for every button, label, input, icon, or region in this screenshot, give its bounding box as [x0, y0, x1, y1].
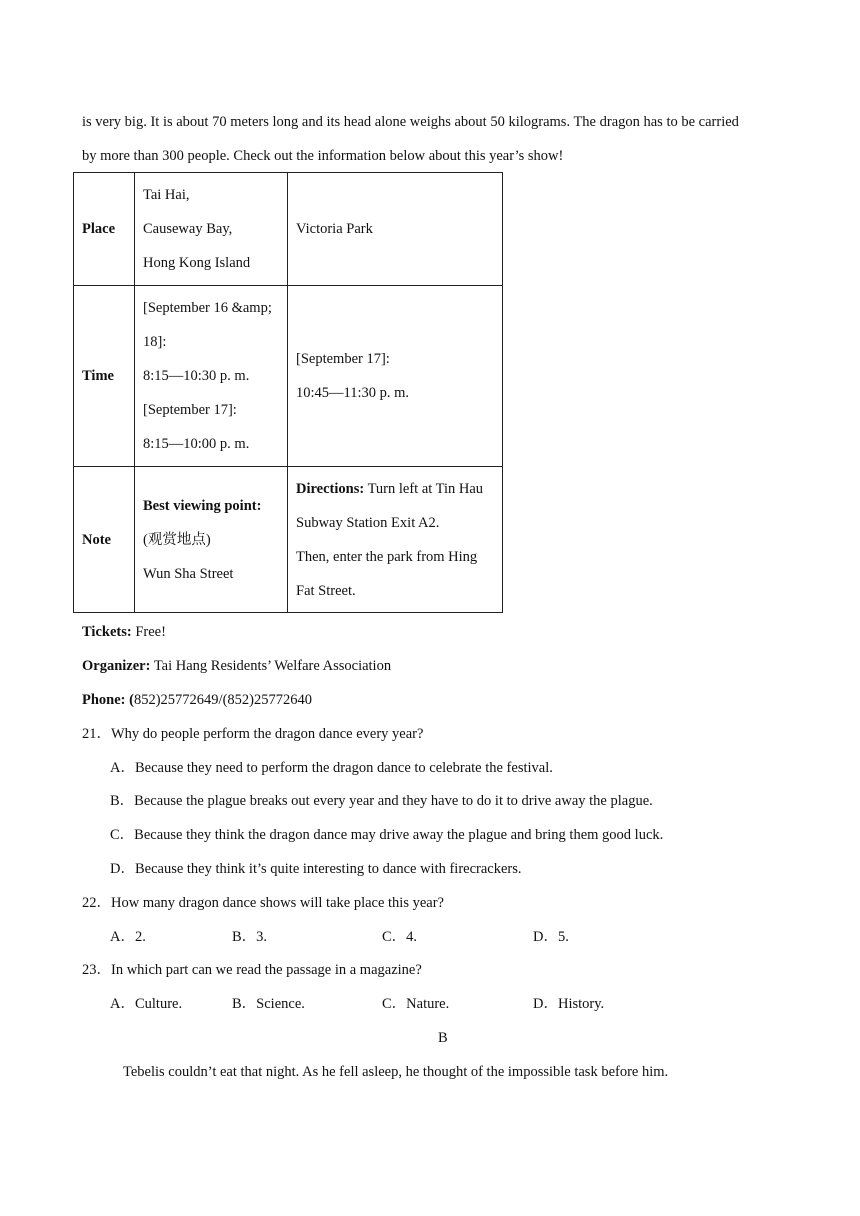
cell-line: Fat Street.: [296, 582, 356, 599]
time-cell-2: [288, 286, 503, 467]
question-22: 22．How many dragon dance shows will take place this year?: [82, 895, 444, 911]
section-b-heading: B: [438, 1030, 448, 1046]
cell-line: Wun Sha Street: [143, 565, 234, 582]
cell-line: [September 17]:: [143, 402, 237, 418]
cell-line: [September 17]:: [296, 351, 390, 367]
cell-line: Victoria Park: [296, 221, 373, 237]
section-b-first-line: Tebelis couldn’t eat that night. As he fell asleep, he thought of the impossible task before him.: [123, 1064, 669, 1080]
organizer-value: Tai Hang Residents’ Welfare Association: [150, 658, 392, 674]
show-info-table: [73, 172, 503, 613]
note-cell-1: [135, 467, 288, 613]
question-22-option-a: A．2.: [110, 929, 146, 945]
cell-line: Then, enter the park from Hing: [296, 548, 478, 565]
cell-line: Causeway Bay,: [143, 221, 233, 237]
cell-line: 8:15—10:30 p. m.: [143, 368, 250, 384]
cell-line: Best viewing point:: [143, 497, 262, 514]
question-23: 23．In which part can we read the passage in a magazine?: [82, 962, 422, 978]
cell-line: 8:15—10:00 p. m.: [143, 436, 250, 452]
cell-line: Hong Kong Island: [143, 255, 251, 271]
question-21-option-d: D．Because they think it’s quite interesting to dance with firecrackers.: [110, 861, 522, 877]
tickets-line: [82, 622, 166, 642]
row-label-time: Time: [74, 286, 135, 467]
question-23-option-d: D．History.: [533, 996, 605, 1012]
intro-line-1: is very big. It is about 70 meters long and its head alone weighs about 50 kilograms. The dragon has to be carried: [82, 114, 739, 130]
directions-text: Turn left at Tin Hau: [364, 480, 484, 497]
time-cell-1: [135, 286, 288, 467]
cell-line: Subway Station Exit A2.: [296, 514, 440, 531]
cell-line: 10:45—11:30 p. m.: [296, 385, 410, 401]
question-23-option-b: B．Science.: [232, 996, 305, 1012]
tickets-value: Free!: [131, 624, 166, 640]
organizer-label: Organizer:: [82, 658, 151, 674]
question-21: 21．Why do people perform the dragon dance every year?: [82, 726, 424, 742]
question-22-option-c: C．4.: [382, 929, 418, 945]
question-22-option-b: B．3.: [232, 929, 268, 945]
question-21-option-b: B．Because the plague breaks out every year and they have to do it to drive away the plague.: [110, 793, 653, 809]
cell-line: 18]:: [143, 334, 167, 350]
table-row-time: [74, 286, 503, 467]
cell-line: [September 16 &amp;: [143, 300, 272, 316]
row-label-place: Place: [74, 173, 135, 286]
question-23-option-a: A．Culture.: [110, 996, 183, 1012]
cell-line: [296, 472, 494, 506]
table-row-note: [74, 467, 503, 613]
place-cell-2: [288, 173, 503, 286]
cell-line: Tai Hai,: [143, 187, 190, 203]
question-22-option-d: D．5.: [533, 929, 569, 945]
note-cell-2: [288, 467, 503, 613]
cell-line: (观赏地点): [143, 531, 211, 548]
intro-line-2: by more than 300 people. Check out the information below about this year’s show!: [82, 148, 564, 164]
question-23-option-c: C．Nature.: [382, 996, 450, 1012]
organizer-line: [82, 656, 391, 676]
question-21-option-c: C．Because they think the dragon dance may drive away the plague and bring them good luck.: [110, 827, 664, 843]
table-row-place: [74, 173, 503, 286]
phone-line: [82, 690, 312, 710]
phone-label: Phone: (: [82, 692, 134, 708]
row-label-note: Note: [74, 467, 135, 613]
tickets-label: Tickets:: [82, 624, 132, 640]
place-cell-1: [135, 173, 288, 286]
directions-label: Directions:: [296, 480, 365, 497]
phone-value: 852)25772649/(852)25772640: [133, 692, 312, 708]
question-21-option-a: A．Because they need to perform the dragon dance to celebrate the festival.: [110, 760, 553, 776]
